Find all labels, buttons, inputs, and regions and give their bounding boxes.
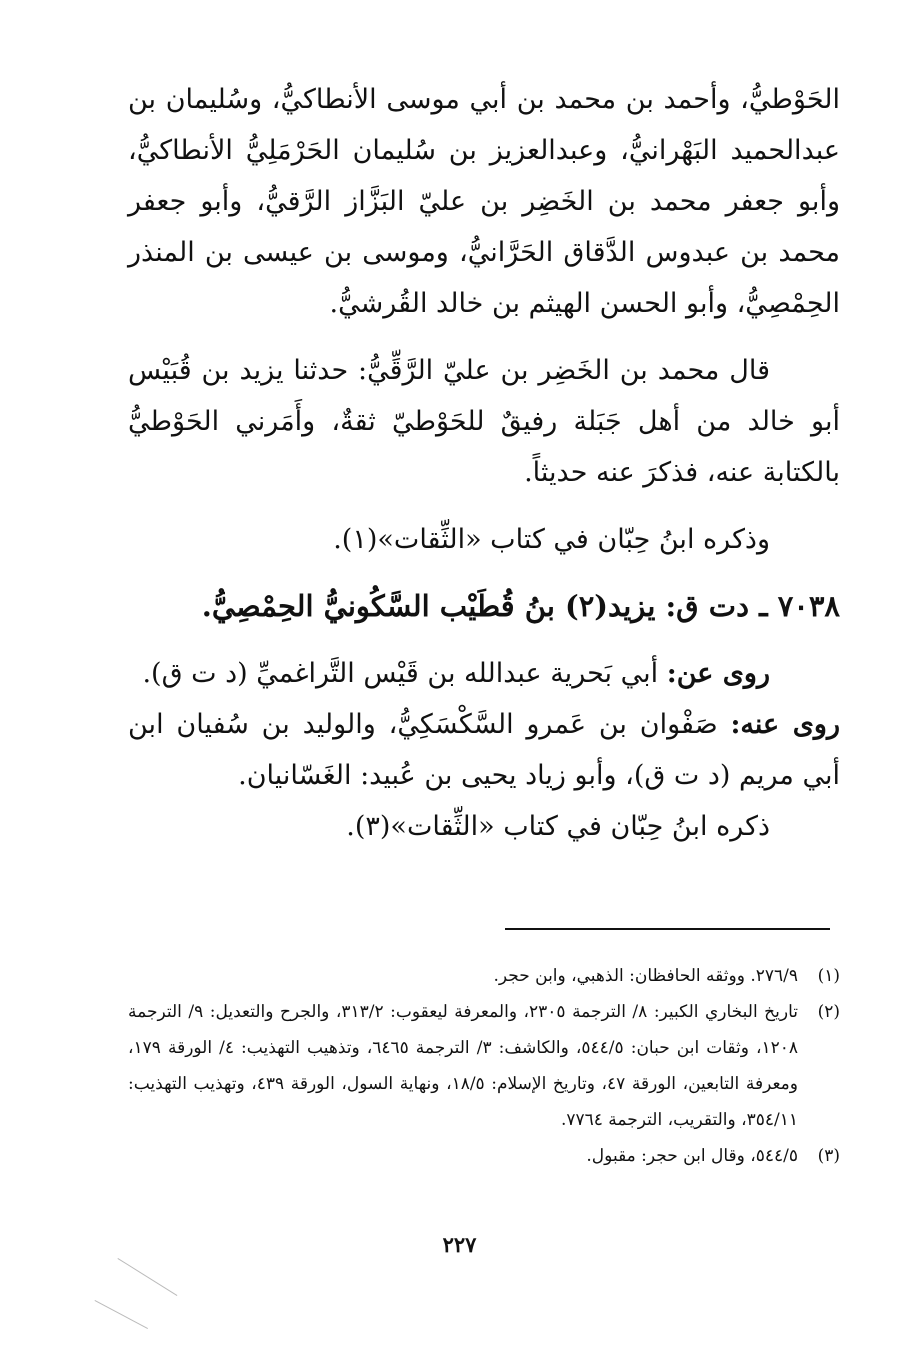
main-text: [128, 74, 840, 852]
footnote-text: ٥٤٤/٥، وقال ابن حجر: مقبول.: [586, 1146, 798, 1166]
narrated-from-label: روى عن:: [666, 658, 770, 689]
footnote-number: (١): [817, 966, 840, 986]
scan-artifact-line: [117, 1258, 177, 1296]
paragraph-ibn-hibban-1: وذكره ابنُ حِبّان في كتاب «الثِّقات»(١).: [333, 524, 770, 555]
footnote-text: تاريخ البخاري الكبير: ٨/ الترجمة ٢٣٠٥، والمعرفة ليعقوب: ٣١٣/٢، والجرح والتعديل: ٩/ الترجمة ١٢٠٨، وثقات ابن حبان: ٥٤٤/٥، والكاشف: ٣/ الترجمة ٦٤٦٥، وتذهيب التهذيب: ٤/ الورقة ١٧٩، ومعرفة التابعين، الورقة ٤٧، وتاريخ الإسلام: ١٨/٥، ونهاية السول، الورقة ٤٣٩، وتهذيب التهذيب: ٣٥٤/١١، والتقريب، الترجمة ٧٧٦٤.: [128, 1002, 799, 1130]
narrated-by-text: صَفْوان بن عَمرو السَّكْسَكِيُّ، والوليد بن سُفيان ابن أبي مريم (د ت ق)، وأبو زياد يحيى بن عُبيد: الغَسّانيان.: [128, 709, 840, 791]
narrated-by-label: روى عنه:: [730, 709, 840, 740]
narrated-from-text: أبي بَحرية عبدالله بن قَيْس التَّراغميِّ (د ت ق).: [142, 658, 659, 689]
paragraph-narrators-list: الحَوْطيُّ، وأحمد بن محمد بن أبي موسى الأنطاكيُّ، وسُليمان بن عبدالحميد البَهْرانيُّ، وعبدالعزيز بن سُليمان الحَرْمَلِيُّ الأنطاكيُّ، وأبو جعفر محمد بن الخَضِر بن عليّ البَزَّاز الرَّقيُّ، وأبو جعفر محمد بن عبدوس الدَّقاق الحَرَّانيُّ، وموسى بن عيسى بن المنذر الحِمْصِيُّ، وأبو الحسن الهيثم بن خالد القُرشيُّ.: [128, 84, 840, 319]
paragraph-ibn-hibban-2: ذكره ابنُ حِبّان في كتاب «الثِّقات»(٣).: [346, 811, 770, 842]
footnote-separator: [505, 928, 830, 930]
page-number: ٢٢٧: [442, 1232, 477, 1257]
footnote-number: (٣): [817, 1146, 840, 1166]
footnote-text: ٢٧٦/٩. ووثقه الحافظان: الذهبي، وابن حجر.: [493, 966, 798, 986]
paragraph-quote: قال محمد بن الخَضِر بن عليّ الرَّقِّيُّ: حدثنا يزيد بن قُبَيْس أبو خالد من أهل جَبَلة رفيقٌ للحَوْطيّ ثقةٌ، وأَمَرني الحَوْطيُّ بالكتابة عنه، فذكرَ عنه حديثاً.: [128, 355, 840, 488]
footnote-2: [128, 994, 840, 1138]
footnote-1: [128, 958, 840, 994]
paragraph-narrated-by: [128, 699, 840, 801]
scan-artifact-line: [95, 1300, 148, 1329]
footnotes: [128, 958, 840, 1174]
footnote-number: (٢): [817, 1002, 840, 1022]
paragraph-narrated-from: [128, 648, 840, 699]
entry-heading: ٧٠٣٨ ـ دت ق: يزيد(٢) بنُ قُطَيْب السَّكُونيُّ الحِمْصِيُّ.: [201, 589, 840, 623]
footnote-3: [128, 1138, 840, 1174]
